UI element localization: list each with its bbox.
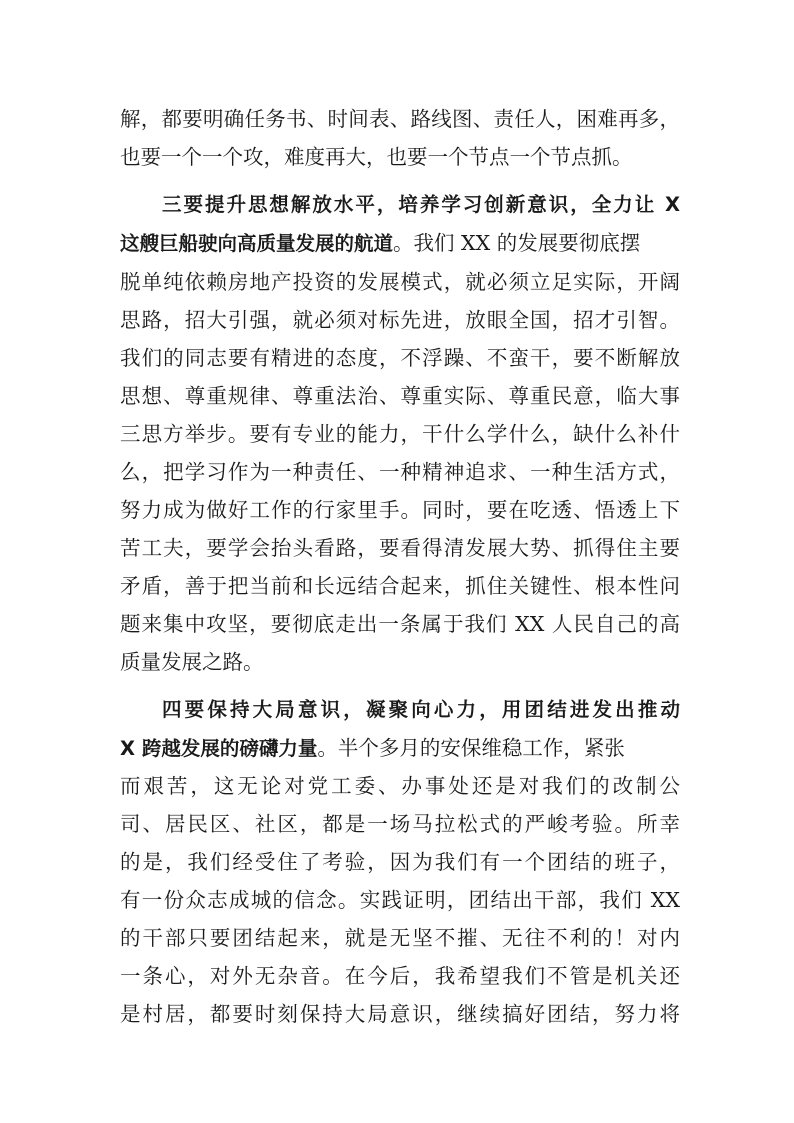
p2-line-2-rest: 。我们 XX 的发展要彻底摆 [393, 231, 641, 255]
p3-line: 而艰苦，这无论对党工委、办事处还是对我们的改制公 [120, 774, 680, 798]
p2-line: 思路，招大引强，就必须对标先进，放眼全国，招才引智。 [120, 308, 680, 332]
p1-line-1: 解，都要明确任务书、时间表、路线图、责任人，困难再多， [120, 107, 680, 131]
p2-line: 质量发展之路。 [120, 650, 264, 674]
p2-line: 题来集中攻坚，要彻底走出一条属于我们 XX 人民自己的高 [120, 612, 680, 636]
p3-line: 的是，我们经受住了考验，因为我们有一个团结的班子， [120, 850, 680, 874]
p3-line-2-rest: 。半个多月的安保维稳工作，紧张 [317, 736, 625, 760]
p3-line: 有一份众志成城的信念。实践证明，团结出干部，我们 XX [120, 888, 680, 912]
p2-line: 思想、尊重规律、尊重法治、尊重实际、尊重民意，临大事 [120, 384, 680, 408]
p3-heading-line-2: X 跨越发展的磅礴力量 [120, 737, 318, 760]
p2-heading-line-2: 这艘巨船驶向高质量发展的航道 [120, 232, 394, 255]
p2-line: 我们的同志要有精进的态度，不浮躁、不蛮干，要不断解放 [120, 346, 680, 370]
p3-line: 是村居，都要时刻保持大局意识，继续搞好团结，努力将 [120, 1002, 680, 1026]
p2-line-2 [120, 228, 680, 259]
p2-line: 苦工夫，要学会抬头看路，要看得清发展大势、抓得住主要 [120, 536, 680, 560]
p2-line: 么，把学习作为一种责任、一种精神追求、一种生活方式， [120, 460, 680, 484]
p2-line: 努力成为做好工作的行家里手。同时，要在吃透、悟透上下 [120, 498, 680, 522]
p3-line: 的干部只要团结起来，就是无坚不摧、无往不利的！对内 [120, 926, 680, 950]
p2-heading-line-1: 三要提升思想解放水平，培养学习创新意识，全力让 X [162, 193, 680, 216]
p2-line: 脱单纯依赖房地产投资的发展模式，就必须立足实际，开阔 [120, 270, 680, 294]
p3-line: 司、居民区、社区，都是一场马拉松式的严峻考验。所幸 [120, 812, 680, 836]
p3-line-2 [120, 733, 680, 764]
p3-heading-line-1: 四要保持大局意识，凝聚向心力，用团结进发出推动 [162, 698, 680, 721]
p3-line: 一条心，对外无杂音。在今后，我希望我们不管是机关还 [120, 964, 680, 988]
p2-line: 矛盾，善于把当前和长远结合起来，抓住关键性、根本性问 [120, 574, 680, 598]
p1-line-2: 也要一个一个攻，难度再大，也要一个节点一个节点抓。 [120, 145, 633, 169]
p2-line: 三思方举步。要有专业的能力，干什么学什么，缺什么补什 [120, 422, 680, 446]
